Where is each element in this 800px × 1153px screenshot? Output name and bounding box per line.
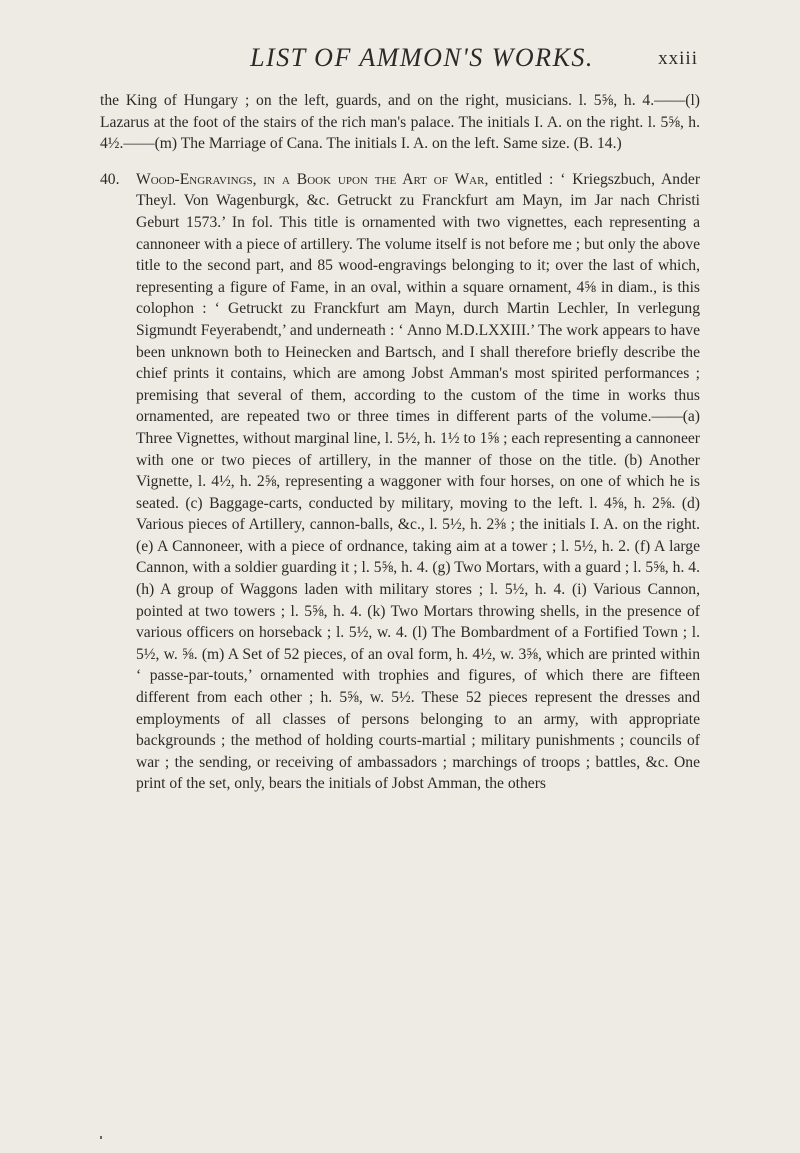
body-text [100, 90, 700, 795]
entry-number: 40. [100, 170, 120, 188]
continuation-paragraph: the King of Hungary ; on the left, guards, and on the right, musicians. l. 5⅝, h. 4.——(l) Lazarus at the foot of the stairs of the rich man's palace. The initials I. A. on the right. l. 5⅝, h. 4½.——(m) The Marriage of Cana. The initials I. A. on the left. Same size. (B. 14.) [100, 92, 700, 153]
print-speck [100, 1136, 102, 1139]
page-number: xxiii [658, 48, 698, 69]
entry-body: entitled : ‘ Kriegszbuch, Ander Theyl. Von Wagenburgk, &c. Getruckt zu Franckfurt am Mayn, im Jar nach Christi Geburt 1573.’ In fol. This title is ornamented with two vignettes, each representing a cannoneer with a piece of artillery. The volume itself is not before me ; but only the above title to the second part, and 85 wood-engravings belonging to it; over the last of which, representing a figure of Fame, in an oval, within a square ornament, 4⅝ in diam., is this colophon : ‘ Getruckt zu Franckfurt am Mayn, durch Martin Lechler, In verlegung Sigmundt Feyerabendt,’ and underneath : ‘ Anno M.D.LXXIII.’ The work appears to have been unknown both to Heinecken and Bartsch, and I shall therefore briefly describe the chief prints it contains, which are among Jobst Amman's most spirited performances ; premising that several of them, according to the custom of the time in works thus ornamented, are repeated two or three times in different parts of the volume.——(a) Three Vignettes, without marginal line, l. 5½, h. 1½ to 1⅝ ; each representing a cannoneer with one or two pieces of artillery, in the manner of those on the title. (b) Another Vignette, l. 4½, h. 2⅝, representing a waggoner with four horses, on one of which he is seated. (c) Baggage-carts, conducted by military, moving to the left. l. 4⅝, h. 2⅝. (d) Various pieces of Artillery, cannon-balls, &c., l. 5½, h. 2⅜ ; the initials I. A. on the right. (e) A Cannoneer, with a piece of ordnance, taking aim at a tower ; l. 5½, h. 2. (f) A large Cannon, with a soldier guarding it ; l. 5⅝, h. 4. (g) Two Mortars, with a guard ; l. 5⅝, h. 4. (h) A group of Waggons laden with military stores ; l. 5½, h. 4. (i) Various Cannon, pointed at two towers ; l. 5⅝, h. 4. (k) Two Mortars throwing shells, in the presence of various officers on horseback ; l. 5½, w. 4. (l) The Bombardment of a Fortified Town ; l. 5½, w. ⅝. (m) A Set of 52 pieces, of an oval form, h. 4½, w. 3⅝, which are printed within ‘ passe-par-touts,’ ornamented with trophies and figures, of which there are fifteen different from each other ; h. 5⅝, w. 5½. These 52 pieces represent the dresses and employments of all classes of persons belonging to an army, with appropriate backgrounds ; the method of holding courts-martial ; military punishments ; councils of war ; the sending, or receiving of ambassadors ; marchings of troops ; battles, &c. One print of the set, only, bears the initials of Jobst Amman, the others [136, 170, 701, 793]
running-title: LIST OF AMMON'S WORKS. [250, 43, 594, 72]
catalogue-entry-40 [100, 169, 700, 795]
page-header [146, 42, 698, 82]
entry-heading: Wood-Engravings, in a Book upon the Art of War, [136, 170, 496, 188]
